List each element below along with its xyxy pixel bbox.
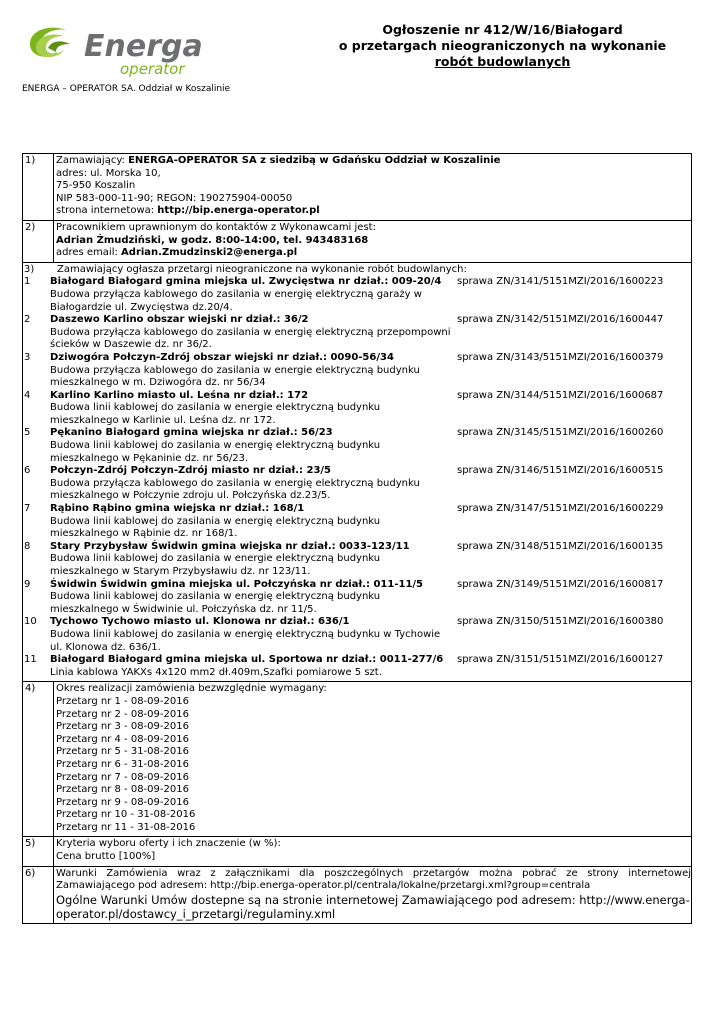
section-6 (23, 866, 692, 923)
deadline-intro: Okres realizacji zamówienia bezwzględnie wymagany: (56, 683, 327, 695)
tender-description: Budowa linii kablowej do zasilania w energie elektryczną budynku mieszkalnego w Starym Przybysławiu dz. nr 123/11. (50, 553, 381, 577)
email-link[interactable]: Adrian.Zmudzinski2@energa.pl (121, 247, 298, 259)
deadline-item: Przetarg nr 4 - 08-09-2016 (56, 733, 189, 745)
deadline-item: Przetarg nr 3 - 08-09-2016 (56, 721, 189, 733)
tender-case-number: sprawa ZN/3151/5151MZI/2016/1600127 (457, 654, 664, 666)
criteria-intro: Kryteria wyboru oferty i ich znaczenie (w %): (56, 838, 281, 850)
criteria-price: Cena brutto [100%] (56, 851, 156, 863)
city: 75-950 Koszalin (56, 180, 136, 192)
section-number: 4) (23, 682, 54, 837)
company-name: ENERGA – OPERATOR SA. Oddział w Koszalinie (22, 84, 231, 94)
contact-intro: Pracownikiem uprawnionym do kontaktów z Wykonawcami jest: (56, 221, 376, 233)
section-number: 6) (23, 866, 54, 923)
announcement-table (22, 153, 692, 924)
section-number: 5) (23, 837, 54, 866)
section-number: 1) (23, 154, 54, 221)
title-line-3: robót budowlanych (434, 54, 571, 69)
tender-item (24, 579, 689, 617)
tender-item (24, 654, 689, 679)
tender-title: Pękanino Białogard gmina wiejska nr dział.: 56/23 (50, 427, 333, 439)
tender-number: 9 (24, 578, 31, 590)
address: adres: ul. Morska 10, (56, 167, 161, 179)
ordering-party-name: ENERGA-OPERATOR SA z siedzibą w Gdańsku Oddział w Koszalinie (128, 155, 501, 166)
general-terms-text: Ogólne Warunki Umów dostepne są na stronie internetowej Zamawiającego pod adresem: http://www.energa-operator.pl/dostawcy_i_przetargi/regulaminy.xml (56, 892, 690, 921)
website-link[interactable]: http://bip.energa-operator.pl (157, 205, 320, 217)
tender-description: Budowa linii kablowej do zasilania w energię elektryczną budynku w Tychowie ul. Klonowa dz. 636/1. (50, 628, 441, 653)
tender-title: Tychowo Tychowo miasto ul. Klonowa nr dział.: 636/1 (50, 616, 350, 628)
tender-item (24, 465, 689, 503)
section-number: 3) (24, 263, 35, 275)
tender-case-number: sprawa ZN/3147/5151MZI/2016/1600229 (457, 503, 664, 515)
tender-case-number: sprawa ZN/3141/5151MZI/2016/1600223 (457, 276, 664, 288)
deadline-item: Przetarg nr 11 - 31-08-2016 (56, 821, 196, 833)
deadline-item: Przetarg nr 10 - 31-08-2016 (56, 809, 196, 821)
terms-download-text: Warunki Zamówienia wraz z załącznikami dla poszczególnych przetargów można pobrać ze strony internetowej Zamawiającego pod adresem: http://bip.energa-operator.pl/centrala/lokalne/przetargi.xml?group=centrala (56, 867, 691, 892)
tender-description: Budowa linii kablowej do zasilania w energię elektryczną budynku mieszkalnego w Rąbinie dz. nr 168/1. (50, 515, 381, 540)
deadline-item: Przetarg nr 2 - 08-09-2016 (56, 708, 189, 720)
tender-description: Budowa przyłącza kablowego do zasilania w energię elektryczną budynku mieszkalnego w Połczynie zdroju ul. Połczyńska dz.23/5. (50, 477, 420, 502)
tender-item (24, 276, 689, 314)
tender-title: Daszewo Karlino obszar wiejski nr dział.: 36/2 (50, 314, 309, 326)
contact-person: Adrian Żmudziński, w godz. 8:00-14:00, tel. 943483168 (56, 234, 369, 246)
tender-item (24, 352, 689, 390)
logo-wordmark: Energa (84, 29, 203, 64)
tender-description: Linia kablowa YAKXs 4x120 mm2 dł.409m,Szafki pomiarowe 5 szt. (50, 666, 382, 678)
tender-number: 7 (24, 503, 31, 515)
tender-case-number: sprawa ZN/3148/5151MZI/2016/1600135 (457, 540, 664, 552)
deadline-item: Przetarg nr 8 - 08-09-2016 (56, 784, 189, 796)
tender-item (24, 390, 689, 428)
tender-description: Budowa przyłącza kablowego do zasilania w energie elektryczną budynku mieszkalnego w m. Dziwogóra dz. nr 56/34 (50, 364, 420, 389)
section-1 (23, 154, 692, 221)
tender-description: Budowa linii kablowej do zasilania w energie elektryczną budynku mieszkalnego w Karlinie ul. Leśna dz. nr 172. (50, 402, 381, 426)
tender-number: 8 (24, 540, 31, 552)
tender-title: Rąbino Rąbino gmina wiejska nr dział.: 168/1 (50, 503, 305, 515)
deadline-item: Przetarg nr 9 - 08-09-2016 (56, 796, 189, 808)
document-title (320, 22, 685, 70)
tender-list (24, 276, 689, 679)
email-label: adres email: (56, 247, 122, 259)
section-5 (23, 837, 692, 866)
energa-logo (22, 22, 222, 82)
tender-item (24, 541, 689, 579)
tenders-intro: Zamawiający ogłasza przetargi nieograniczone na wykonanie robót budowlanych: (57, 263, 467, 275)
tender-number: 10 (24, 616, 37, 628)
tender-title: Białogard Białogard gmina miejska ul. Zwycięstwa nr dział.: 009-20/4 (50, 276, 442, 288)
deadline-item: Przetarg nr 7 - 08-09-2016 (56, 771, 189, 783)
tender-number: 5 (24, 427, 31, 439)
tender-title: Karlino Karlino miasto ul. Leśna nr dział.: 172 (50, 389, 309, 401)
ordering-party-label: Zamawiający: (56, 155, 129, 166)
tender-case-number: sprawa ZN/3143/5151MZI/2016/1600379 (457, 351, 664, 363)
deadline-list (56, 696, 689, 835)
title-line-2: o przetargach nieograniczonych na wykonanie (338, 38, 667, 53)
section-2 (23, 220, 692, 262)
website-label: strona internetowa: (56, 205, 158, 217)
tender-description: Budowa przyłącza kablowego do zasilania w energię elektryczną garaży w Białogardzie ul. Zwycięstwa dz.20/4. (50, 288, 422, 313)
tender-description: Budowa linii kablowej do zasilania w energię elektryczną budynku mieszkalnego w Świdwinie ul. Połczyńska dz. nr 11/5. (50, 591, 381, 615)
tender-description: Budowa linii kablowej do zasilania w energię elektryczną budynku mieszkalnego w Pękaninie dz. nr 56/23. (50, 440, 381, 464)
tender-item (24, 616, 689, 654)
tender-item (24, 503, 689, 541)
deadline-item: Przetarg nr 5 - 31-08-2016 (56, 746, 189, 758)
deadline-item: Przetarg nr 6 - 31-08-2016 (56, 758, 189, 770)
tender-item (24, 314, 689, 352)
tender-item (24, 427, 689, 465)
tax-ids: NIP 583-000-11-90; REGON: 190275904-00050 (56, 192, 293, 204)
tender-title: Połczyn-Zdrój Połczyn-Zdrój miasto nr dział.: 23/5 (50, 465, 332, 477)
tender-number: 1 (24, 276, 31, 288)
tender-description: Budowa przyłącza kablowego do zasilania w energię elektryczną przepompowni ścieków w Daszewie dz. nr 36/2. (50, 326, 451, 351)
tender-number: 11 (24, 654, 37, 666)
tender-case-number: sprawa ZN/3146/5151MZI/2016/1600515 (457, 465, 664, 477)
tender-case-number: sprawa ZN/3150/5151MZI/2016/1600380 (457, 616, 664, 628)
tender-title: Dziwogóra Połczyn-Zdrój obszar wiejski nr dział.: 0090-56/34 (50, 351, 394, 363)
tender-title: Białogard Białogard gmina miejska ul. Sportowa nr dział.: 0011-277/6 (50, 654, 444, 666)
tender-title: Świdwin Świdwin gmina miejska ul. Połczyńska nr dział.: 011-11/5 (50, 578, 424, 590)
section-3 (23, 262, 692, 682)
tender-number: 3 (24, 351, 31, 363)
section-number: 2) (23, 220, 54, 262)
tender-case-number: sprawa ZN/3145/5151MZI/2016/1600260 (457, 427, 664, 439)
tender-title: Stary Przybysław Świdwin gmina wiejska nr dział.: 0033-123/11 (50, 540, 410, 552)
title-line-1: Ogłoszenie nr 412/W/16/Białogard (382, 22, 623, 37)
deadline-item: Przetarg nr 1 - 08-09-2016 (56, 695, 189, 707)
tender-number: 4 (24, 389, 31, 401)
tender-number: 2 (24, 314, 31, 326)
tender-case-number: sprawa ZN/3142/5151MZI/2016/1600447 (457, 314, 664, 326)
section-4 (23, 682, 692, 837)
logo-subtitle: operator (120, 60, 185, 78)
tender-case-number: sprawa ZN/3149/5151MZI/2016/1600817 (457, 578, 664, 590)
tender-number: 6 (24, 465, 31, 477)
tender-case-number: sprawa ZN/3144/5151MZI/2016/1600687 (457, 389, 664, 401)
